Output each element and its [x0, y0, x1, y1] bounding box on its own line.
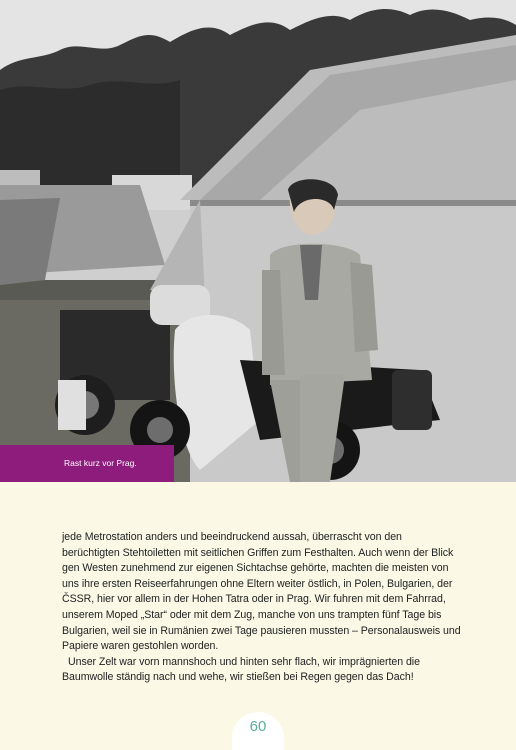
photo-caption: Rast kurz vor Prag.: [0, 445, 174, 482]
page-number: 60: [249, 718, 267, 735]
body-text: [62, 530, 462, 686]
page-footer: [0, 712, 516, 750]
paragraph-2: Unser Zelt war vorn mannshoch und hinten sehr flach, wir imprägnierten die Baumwolle ständig nach und wehe, wir stießen bei Regen gegen das Dach!: [62, 655, 420, 684]
paragraph-1: jede Metrostation anders und beeindruckend aussah, überrascht von den berüchtigten Stehtoiletten mit seitlichen Griffen zum Festhalten. Auch wenn der Blick gen Westen zunehmend zur eigenen Sichtachse gehörte, machten die meisten von uns ihre ersten Reiseerfahrungen ohne Eltern weiter östlich, in Polen, Bulgarien, der ČSSR, hier vor allem in der Hohen Tatra oder in Prag. Wir fuhren mit dem Fahrrad, unserem Moped „Star“ oder mit dem Zug, manche von uns trampten fünf Tage bis Bulgarien, weil sie in Rumänien zwei Tage pausieren mussten – Personalausweis und Papiere waren gestohlen worden.: [62, 531, 461, 653]
